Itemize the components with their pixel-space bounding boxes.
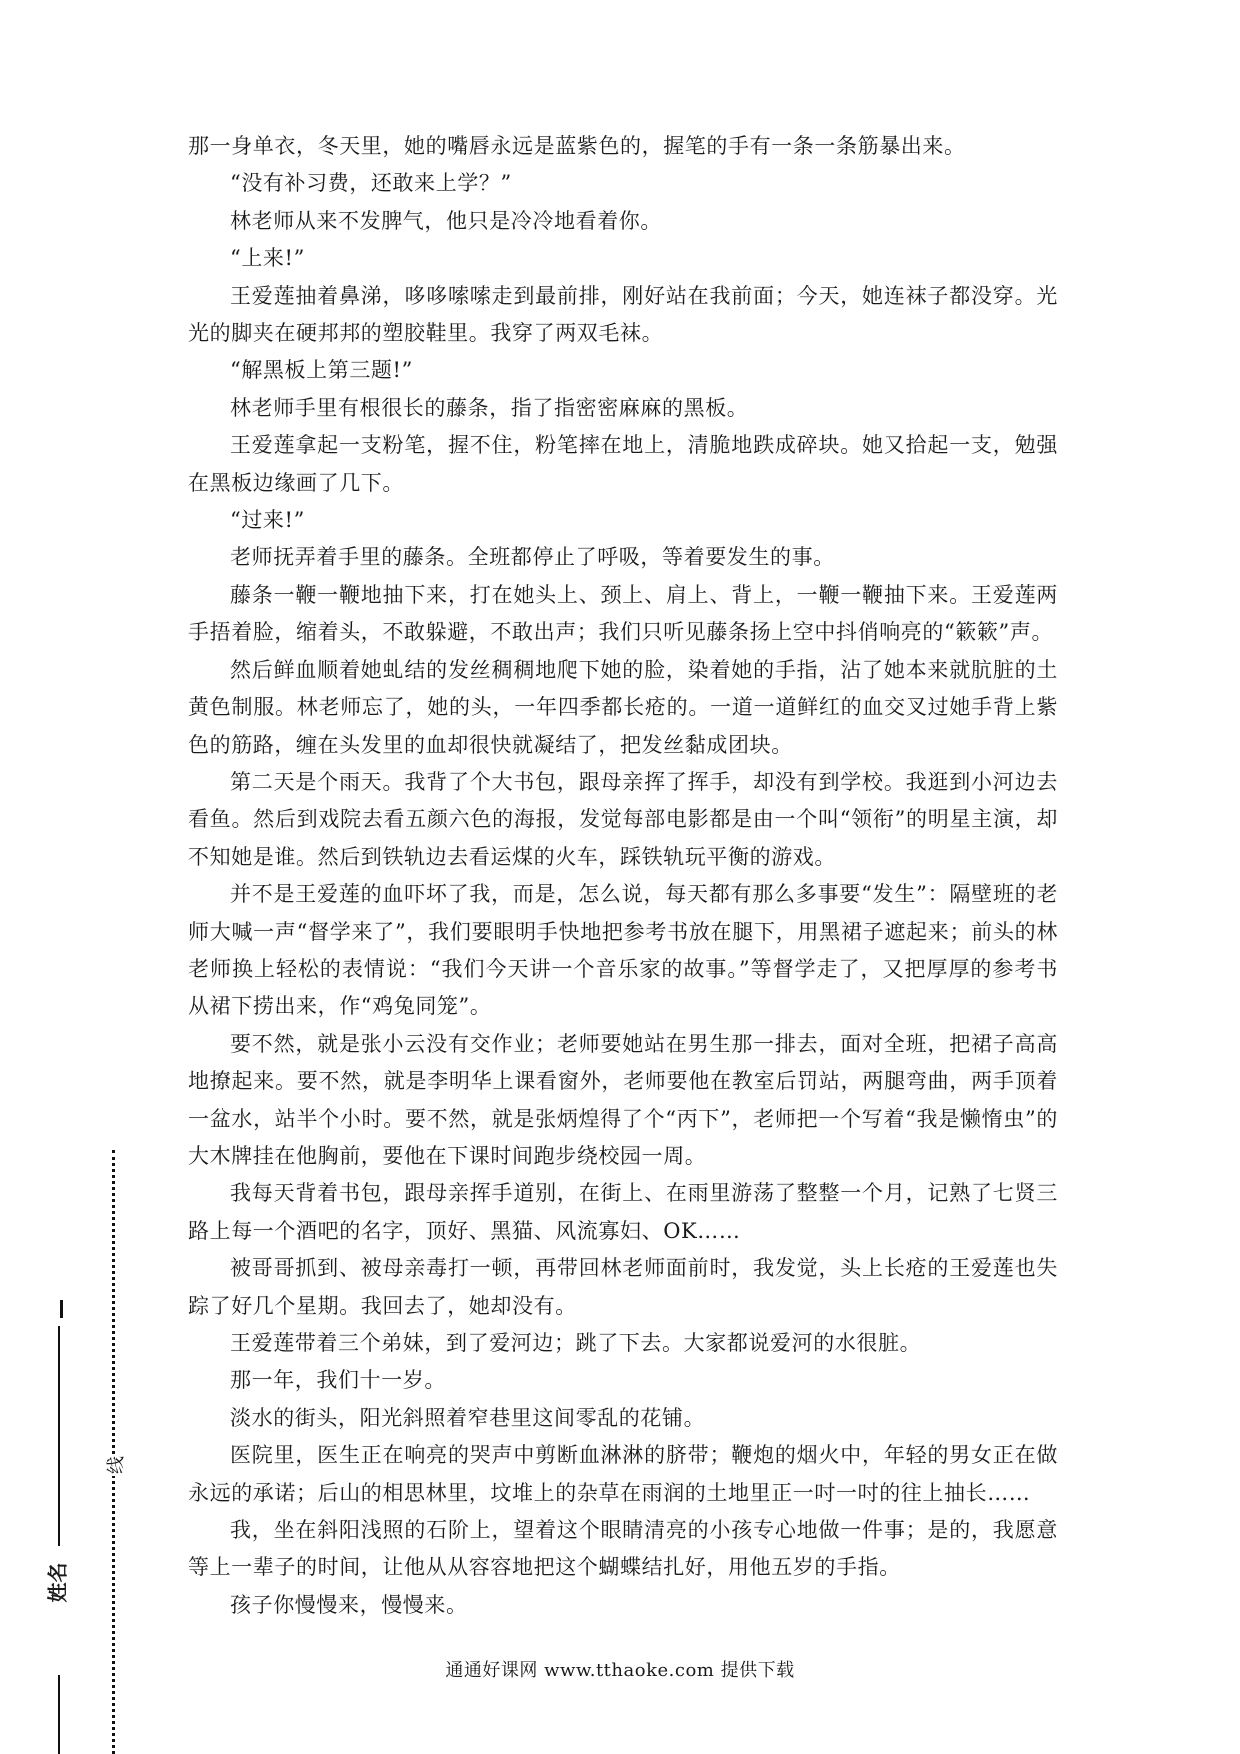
paragraph: 然后鲜血顺着她虬结的发丝稠稠地爬下她的脸，染着她的手指，沾了她本来就肮脏的土黄色制服。林老师忘了，她的头，一年四季都长疮的。一道一道鲜红的血交叉过她手背上紫色的筋路，缠在头发里的血却很快就凝结了，把发丝黏成团块。 [188, 657, 1058, 757]
binding-line-label: 线 [102, 1454, 128, 1476]
binding-dotted-line [112, 1150, 115, 1754]
paragraph: 要不然，就是张小云没有交作业；老师要她站在男生那一排去，面对全班，把裙子高高地撩起来。要不然，就是李明华上课看窗外，老师要他在教室后罚站，两腿弯曲，两手顶着一盆水，站半个小时。要不然，就是张炳煌得了个“丙下”，老师把一个写着“我是懒惰虫”的大木牌挂在他胸前，要他在下课时间跑步绕校园一周。 [188, 1031, 1058, 1168]
paragraph: 并不是王爱莲的血吓坏了我，而是，怎么说，每天都有那么多事要“发生”：隔壁班的老师大喊一声“督学来了”，我们要眼明手快地把参考书放在腿下，用黑裙子遮起来；前头的林老师换上轻松的表情说：“我们今天讲一个音乐家的故事。”等督学走了，又把厚厚的参考书从裙下捞出来，作“鸡兔同笼”。 [188, 882, 1058, 1019]
paragraph: “上来!” [230, 246, 305, 271]
name-underline-bottom [58, 1675, 60, 1754]
paragraph: 王爱莲带着三个弟妹，到了爱河边；跳了下去。大家都说爱河的水很脏。 [230, 1331, 922, 1355]
paragraph: 第二天是个雨天。我背了个大书包，跟母亲挥了挥手，却没有到学校。我逛到小河边去看鱼。然后到戏院去看五颜六色的海报，发觉每部电影都是由一个叫“领衔”的明星主演，却不知她是谁。然后到铁轨边去看运煤的火车，踩铁轨玩平衡的游戏。 [188, 769, 1058, 869]
paragraph: 被哥哥抓到、被母亲毒打一顿，再带回林老师面前时，我发觉，头上长疮的王爱莲也失踪了好几个星期。我回去了，她却没有。 [188, 1256, 1058, 1318]
paragraph: 孩子你慢慢来，慢慢来。 [230, 1592, 468, 1617]
margin-tick [60, 1300, 63, 1318]
paragraph: 林老师手里有根很长的藤条，指了指密密麻麻的黑板。 [230, 395, 749, 420]
paragraph: 王爱莲抽着鼻涕，哆哆嗦嗦走到最前排，刚好站在我前面；今天，她连袜子都没穿。光光的脚夹在硬邦邦的塑胶鞋里。我穿了两双毛袜。 [188, 283, 1058, 346]
paragraph: 那一身单衣，冬天里，她的嘴唇永远是蓝紫色的，握笔的手有一条一条筋暴出来。 [188, 134, 966, 158]
paragraph: 林老师从来不发脾气，他只是冷冷地看着你。 [230, 208, 662, 233]
paragraph: 王爱莲拿起一支粉笔，握不住，粉笔摔在地上，清脆地跌成碎块。她又拾起一支，勉强在黑板边缘画了几下。 [188, 433, 1058, 495]
paragraph: 淡水的街头，阳光斜照着窄巷里这间零乱的花铺。 [230, 1405, 706, 1430]
paragraph: 我，坐在斜阳浅照的石阶上，望着这个眼睛清亮的小孩专心地做一件事；是的，我愿意等上一辈子的时间，让他从从容容地把这个蝴蝶结扎好，用他五岁的手指。 [188, 1518, 1058, 1580]
paragraph: “过来!” [230, 508, 305, 533]
name-underline-top [58, 1326, 60, 1546]
paragraph: “没有补习费，还敢来上学？” [230, 171, 512, 196]
paragraph: 老师抚弄着手里的藤条。全班都停止了呼吸，等着要发生的事。 [230, 545, 835, 570]
paragraph: 医院里，医生正在响亮的哭声中剪断血淋淋的脐带；鞭炮的烟火中，年轻的男女正在做永远的承诺；后山的相思林里，坟堆上的杂草在雨润的土地里正一吋一吋的往上抽长…… [188, 1443, 1058, 1505]
article-body [188, 128, 1058, 1624]
paragraph: 藤条一鞭一鞭地抽下来，打在她头上、颈上、肩上、背上，一鞭一鞭抽下来。王爱莲两手捂着脸，缩着头，不敢躲避，不敢出声；我们只听见藤条扬上空中抖俏响亮的“簌簌”声。 [188, 582, 1058, 645]
paragraph: 我每天背着书包，跟母亲挥手道别，在街上、在雨里游荡了整整一个月，记熟了七贤三路上每一个酒吧的名字，顶好、黑猫、风流寡妇、OK…… [188, 1181, 1058, 1243]
paragraph: “解黑板上第三题!” [230, 358, 413, 383]
name-label: 姓名 [45, 1562, 70, 1603]
paragraph: 那一年，我们十一岁。 [230, 1368, 446, 1393]
page-footer: 通通好课网 www.tthaoke.com 提供下载 [445, 1660, 795, 1681]
